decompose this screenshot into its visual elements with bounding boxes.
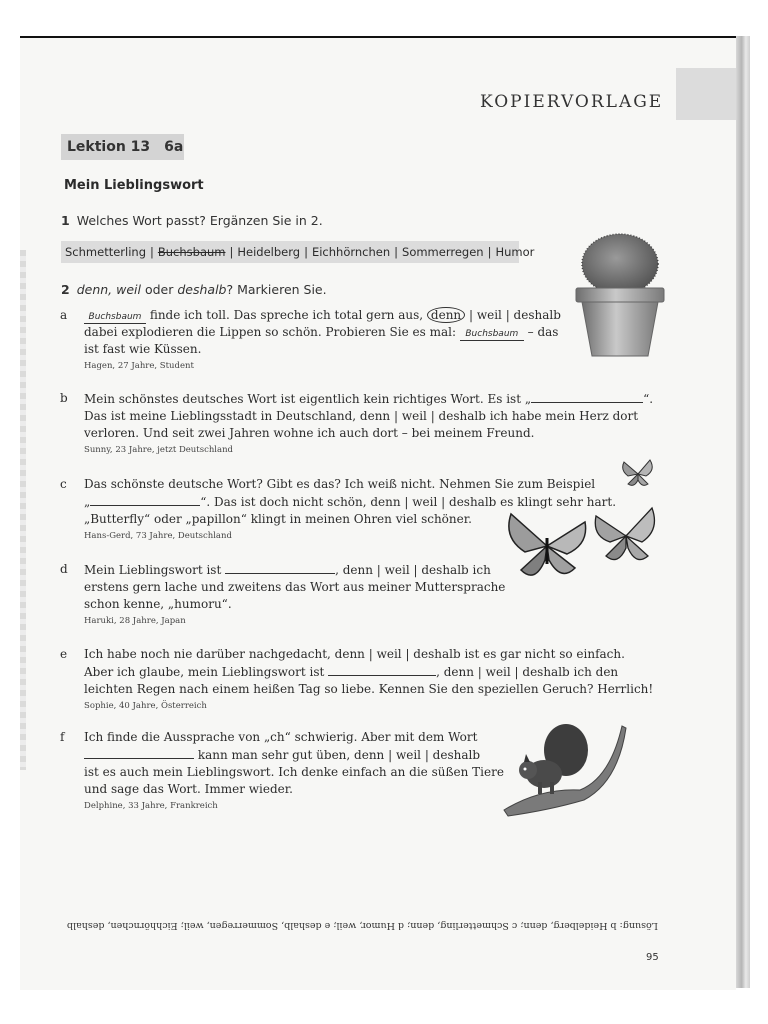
item-e	[60, 646, 664, 712]
lesson-number: Lektion 13	[67, 139, 151, 155]
squirrel-illustration	[500, 718, 628, 818]
author: Hagen, 27 Jahre, Student	[84, 361, 194, 371]
answer-blank[interactable]	[531, 390, 643, 403]
item-f-line-4: und sage das Wort. Immer wieder.	[84, 782, 293, 796]
author: Delphine, 33 Jahre, Frankreich	[84, 801, 218, 811]
item-d-line-1a: Mein Lieblingswort ist	[84, 563, 226, 577]
item-b-line-2: Das ist meine Lieblingsstadt in Deutschland, denn | weil | deshalb ich habe mein Herz dort	[84, 409, 639, 423]
item-c-line-2b: “. Das ist doch nicht schön, denn | weil | deshalb es klingt sehr hart.	[200, 495, 617, 509]
item-a-line-2: dabei explodieren die Lippen so schön. Probieren Sie es mal:	[84, 325, 460, 339]
handwritten-answer: Buchsbaum	[460, 328, 524, 341]
word-bank-item: Heidelberg	[237, 245, 301, 259]
item-b-line-1a: Mein schönstes deutsches Wort ist eigentlich kein richtiges Wort. Es ist „	[84, 392, 532, 406]
item-letter: f	[60, 730, 65, 744]
item-letter: c	[60, 477, 67, 491]
author: Sunny, 23 Jahre, jetzt Deutschland	[84, 445, 233, 455]
answer-blank[interactable]	[84, 746, 194, 759]
item-d-line-1b: , denn | weil | deshalb ich	[335, 563, 491, 577]
item-f-line-2: kann man sehr gut üben, denn | weil | deshalb	[194, 748, 481, 762]
header-tab	[676, 68, 736, 120]
item-f-line-1: Ich finde die Aussprache von „ch“ schwierig. Aber mit dem Wort	[84, 730, 478, 744]
handwritten-answer: Buchsbaum	[84, 311, 146, 324]
task-2-end: ? Markieren Sie.	[226, 282, 327, 297]
item-e-line-2b: , denn | weil | deshalb ich den	[436, 665, 619, 679]
author: Sophie, 40 Jahre, Österreich	[84, 701, 207, 711]
item-c-line-2a: „	[84, 495, 91, 509]
item-a-line-3: ist fast wie Küssen.	[84, 342, 202, 356]
item-d-line-2: erstens gern lache und zweitens das Wort aus meiner Muttersprache	[84, 580, 506, 594]
word-bank-item: Humor	[495, 245, 535, 259]
butterfly-small-icon	[620, 458, 656, 490]
item-letter: e	[60, 647, 68, 661]
answer-blank[interactable]	[225, 561, 335, 574]
task-1-number: 1	[61, 213, 70, 228]
author: Haruki, 28 Jahre, Japan	[84, 616, 186, 626]
task-2-mid: oder	[140, 282, 178, 297]
solution-key-upside-down: Lösung: b Heidelberg, denn; c Schmetterling, denn; d Humor, weil; e deshalb, Sommerregen, weil; Eichhörnchen, deshalb	[66, 920, 658, 931]
circled-answer: denn	[427, 307, 465, 323]
item-b	[60, 390, 664, 456]
butterfly-large-icon	[505, 508, 589, 584]
item-a-line-1b: | weil | deshalb	[465, 308, 561, 322]
task-2-italic-2: deshalb	[177, 282, 227, 297]
item-d-line-3: schon kenne, „humoru“.	[84, 597, 232, 611]
lesson-label	[61, 134, 184, 160]
answer-blank[interactable]	[328, 663, 436, 676]
item-c-line-1: Das schönste deutsche Wort? Gibt es das? Ich weiß nicht. Nehmen Sie zum Beispiel	[84, 477, 596, 491]
item-c-line-3: „Butterfly“ oder „papillon“ klingt in meinen Ohren viel schöner.	[84, 512, 472, 526]
task-2	[61, 282, 327, 297]
word-bank-item-crossed: Buchsbaum	[157, 245, 226, 259]
item-letter: b	[60, 391, 68, 405]
task-2-number: 2	[61, 282, 70, 297]
binding-edge	[20, 250, 26, 770]
worksheet-title: Mein Lieblingswort	[64, 178, 204, 193]
item-e-line-3: leichten Regen nach einem heißen Tag so liebe. Kennen Sie den speziellen Geruch? Herrlich!	[84, 682, 654, 696]
task-2-italic-1: denn, weil	[76, 282, 141, 297]
item-letter: d	[60, 562, 68, 576]
word-bank: Schmetterling | Buchsbaum | Heidelberg | Eichhörnchen | Sommerregen | Humor	[61, 241, 519, 263]
item-f-line-3: ist es auch mein Lieblingswort. Ich denke einfach an die süßen Tiere	[84, 765, 504, 779]
top-margin	[0, 0, 768, 36]
page-edge	[736, 36, 750, 988]
kopiervorlage-heading: KOPIERVORLAGE	[480, 92, 664, 112]
item-e-line-1: Ich habe noch nie darüber nachgedacht, denn | weil | deshalb ist es gar nicht so einfach.	[84, 647, 625, 661]
item-letter: a	[60, 308, 68, 322]
word-bank-item: Eichhörnchen	[311, 245, 391, 259]
item-b-line-3: verloren. Und seit zwei Jahren wohne ich auch dort – bei meinem Freund.	[84, 426, 535, 440]
author: Hans-Gerd, 73 Jahre, Deutschland	[84, 531, 232, 541]
item-a-line-1: finde ich toll. Das spreche ich total gern aus,	[146, 308, 427, 322]
buxus-plant-illustration	[574, 232, 666, 360]
word-bank-item: Schmetterling	[65, 245, 146, 259]
item-e-line-2a: Aber ich glaube, mein Lieblingswort ist	[84, 665, 329, 679]
answer-blank[interactable]	[90, 493, 200, 506]
word-bank-item: Sommerregen	[402, 245, 484, 259]
page-number: 95	[646, 952, 659, 963]
item-b-line-1b: “.	[643, 392, 654, 406]
butterfly-medium-icon	[592, 504, 660, 568]
task-1-text: Welches Wort passt? Ergänzen Sie in 2.	[76, 213, 323, 228]
item-a-line-2b: – das	[523, 325, 559, 339]
task-1	[61, 213, 323, 228]
exercise-number: 6a	[164, 139, 184, 155]
